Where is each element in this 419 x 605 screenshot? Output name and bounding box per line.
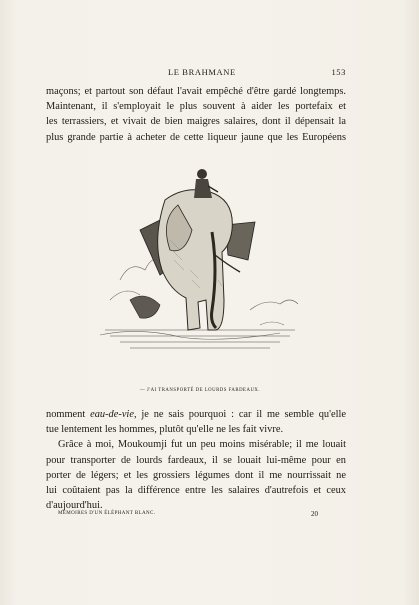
- running-title: LE BRAHMANE: [168, 67, 236, 77]
- signature-mark: 20: [311, 510, 318, 518]
- footer-book-title: MÉMOIRES D'UN ÉLÉPHANT BLANC.: [58, 511, 156, 516]
- text-line: tue lentement les hommes, plutôt qu'elle ne les fait vivre.: [46, 424, 284, 436]
- text-line: [46, 407, 346, 422]
- page-header: [46, 67, 346, 79]
- text-line: pour transporter de lourds fardeaux, il se louait lui-même pour en: [46, 454, 346, 466]
- text-line: Maintenant, il s'employait le plus souvent à aider les portefaix et: [46, 101, 346, 113]
- italic-term: eau-de-vie: [90, 409, 134, 420]
- text-line: d'aujourd'hui.: [46, 500, 103, 512]
- elephant-illustration: [100, 160, 300, 360]
- text-line: Grâce à moi, Moukoumji fut un peu moins misérable; il me louait: [58, 439, 346, 451]
- text-line: plus grande partie à acheter de cette liqueur jaune que les Européens: [46, 131, 346, 143]
- paragraph-eau-de-vie: [46, 407, 346, 437]
- fallen-figure: [130, 296, 160, 318]
- text-line: porter de légers; et les grossiers légumes dont il me nourrissait ne: [46, 469, 346, 481]
- text-line: les terrassiers, et vivait de bien maigres salaires, dont il dépensait la: [46, 116, 346, 128]
- top-paragraph: [46, 84, 346, 145]
- text-line: lui coûtaient pas la différence entre les salaires d'autrefois et ceux: [46, 485, 346, 497]
- page-footer: [46, 511, 346, 521]
- bottom-text: [46, 407, 346, 513]
- text-fragment: , je ne sais pourquoi : car il me semble qu'elle: [133, 409, 346, 420]
- text-line: maçons; et partout son défaut l'avait empêché d'être gardé longtemps.: [46, 86, 346, 97]
- text-fragment: nomment: [46, 409, 91, 420]
- paragraph-moukoumji: [46, 437, 346, 513]
- page-number: 153: [331, 67, 346, 77]
- illustration-caption: — J'AI TRANSPORTÉ DE LOURDS FARDEAUX.: [139, 388, 261, 393]
